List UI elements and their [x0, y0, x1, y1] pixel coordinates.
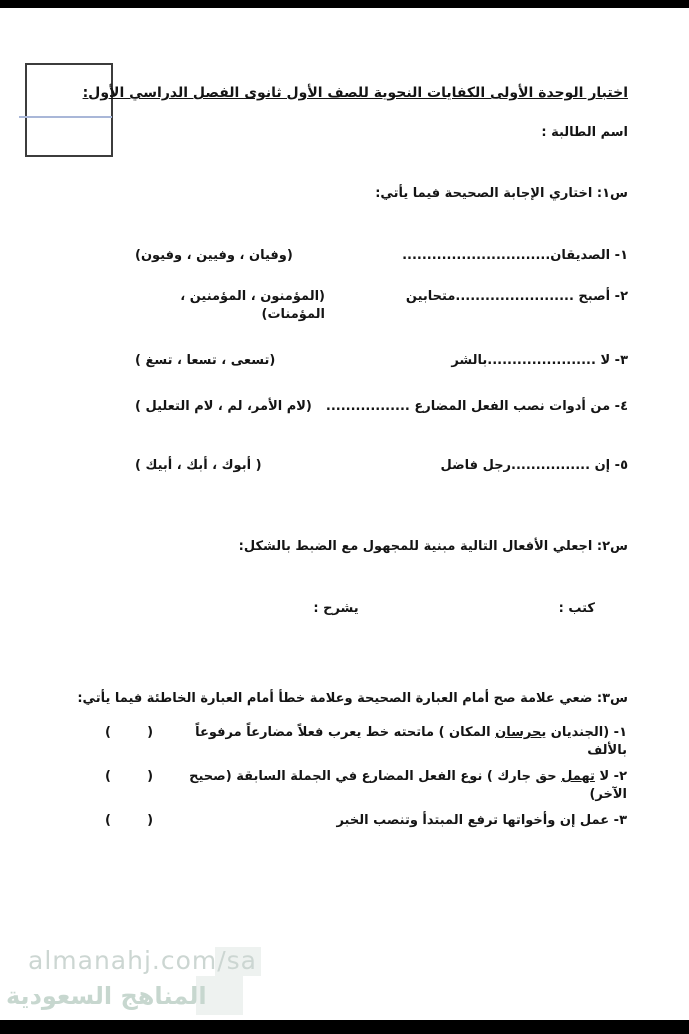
statement-3-text: [336, 812, 627, 830]
question-4-options: (لام الأمر، لم ، لام التعليل ): [135, 399, 312, 414]
statement-1-answer-brackets: ( ): [105, 725, 154, 740]
question-1-options: (وفيان ، وفيين ، وفيون): [135, 248, 293, 263]
section3-heading: س٣: ضعي علامة صح أمام العبارة الصحيحة وعلامة خطأ أمام العبارة الخاطئة فيما يأتي:: [77, 691, 628, 706]
question-row-2: [135, 288, 628, 323]
exam-title: اختبار الوحدة الأولى الكفايات النحوية للصف الأول ثانوى الفصل الدراسي الأول:: [82, 85, 628, 101]
logo-box: [25, 63, 113, 157]
statement-3-pre: ٣- عمل إن وأخواتها ترفع المبتدأ وتنصب الخبر: [336, 813, 627, 828]
statement-1-text: [153, 724, 627, 759]
logo-box-blue-line: [19, 116, 112, 118]
truefalse-row-2: [105, 768, 627, 803]
question-1-text: ١- الصديقان..............................: [402, 248, 628, 263]
question-2-options: (المؤمنون ، المؤمنين ، المؤمنات): [180, 289, 325, 322]
section1-heading: س١: اختاري الإجابة الصحيحة فيما يأتي:: [375, 186, 628, 201]
statement-2-underlined-word: تهمل: [561, 769, 595, 784]
verb-yashrah-label: يشرح :: [313, 601, 359, 616]
watermark-url: almanahj.com/sa: [28, 946, 258, 975]
statement-2-post: حق جارك ) نوع الفعل المضارع في الجملة السابقة (صحيح الآخر): [189, 769, 627, 802]
statement-1-underlined-word: يحرسان: [495, 725, 547, 740]
bottom-scan-bar: [0, 1020, 689, 1034]
question-row-1: [135, 247, 628, 265]
watermark-brand-calligraphy: المناهج السعودية: [6, 982, 207, 1010]
question-5-options: ( أبوك ، أبك ، أبيك ): [135, 458, 262, 473]
truefalse-row-3: [105, 812, 627, 830]
statement-2-answer-brackets: ( ): [105, 769, 154, 784]
section2-heading: س٢: اجعلي الأفعال التالية مبنية للمجهول مع الضبط بالشكل:: [238, 539, 628, 554]
top-scan-bar: [0, 0, 689, 8]
question-3-text: ٣- لا ......................بالشر: [451, 353, 628, 368]
question-3-options: (تسعى ، تسعا ، تسغ ): [135, 353, 276, 368]
student-name-label: اسم الطالبة :: [541, 125, 628, 140]
statement-2-pre: ٢- لا: [594, 769, 627, 784]
statement-1-pre: ١- (الجنديان: [546, 725, 627, 740]
verb-kataba-label: كتب :: [558, 601, 595, 616]
question-row-3: [135, 352, 628, 370]
question-row-4: [135, 398, 628, 416]
truefalse-row-1: [105, 724, 627, 759]
question-5-text: ٥- إن ................رجل فاضل: [440, 458, 628, 473]
statement-2-text: [153, 768, 627, 803]
statement-1-post: المكان ) ماتحته خط يعرب فعلاً مضارعاً مرفوعاً بالألف: [195, 725, 627, 758]
question-row-5: [135, 457, 628, 475]
statement-3-answer-brackets: ( ): [105, 813, 154, 828]
section2-verbs-row: [313, 600, 595, 618]
question-4-text: ٤- من أدوات نصب الفعل المضارع .................: [325, 399, 628, 414]
question-2-text: ٢- أصبح ........................متحابين: [405, 289, 628, 304]
